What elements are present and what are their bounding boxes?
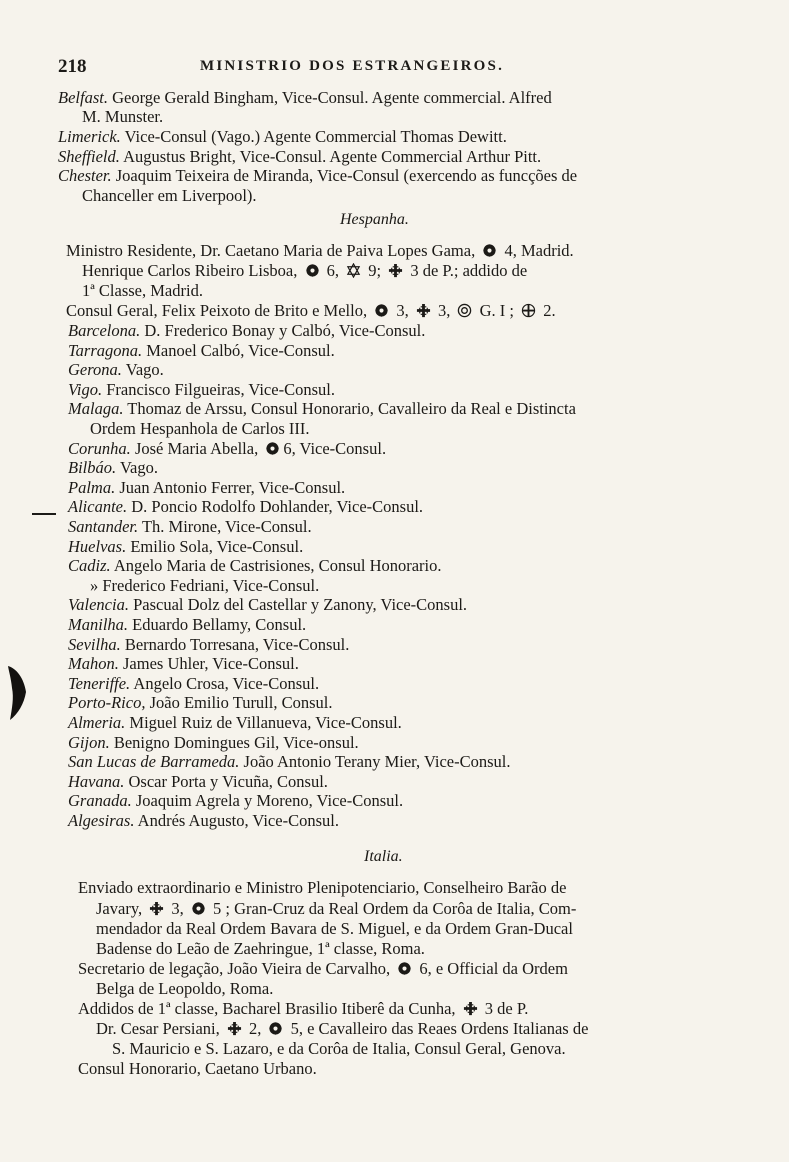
order-cross-icon — [463, 1001, 478, 1016]
consulate-entry — [68, 635, 349, 654]
order-star-icon — [191, 901, 206, 916]
entry-text: Chanceller em Liverpool). — [82, 186, 257, 205]
order-star-icon — [305, 263, 320, 278]
entry-text: 1ª Classe, Madrid. — [82, 281, 203, 300]
order-star-icon — [482, 243, 497, 258]
entry-text: Bernardo Torresana, Vice-Consul. — [120, 635, 350, 654]
consulate-entry — [68, 478, 345, 497]
entry-text: D. Poncio Rodolfo Dohlander, Vice-Consul. — [127, 497, 424, 516]
entry-text: Addidos de 1ª classe, Bacharel Brasilio Itiberê da Cunha, — [78, 999, 456, 1018]
place-name: Barcelona. — [68, 321, 141, 340]
place-name: Havana. — [68, 772, 125, 791]
italy-line — [96, 939, 425, 958]
entry-text: mendador da Real Ordem Bavara de S. Miguel, e da Ordem Gran-Ducal — [96, 919, 573, 938]
entry-text: Dr. Cesar Persiani, — [96, 1019, 220, 1038]
place-name: Tarragona. — [68, 341, 143, 360]
entry-text: G. I ; — [479, 301, 514, 320]
entry-text: Consul Geral, Felix Peixoto de Brito e Mello, — [66, 301, 368, 320]
entry-text: Badense do Leão de Zaehringue, 1ª classe, Roma. — [96, 939, 425, 958]
consulate-entry — [68, 811, 339, 830]
entry-text: Joaquim Teixeira de Miranda, Vice-Consul (exercendo as funcções de — [111, 166, 578, 185]
entry-continuation — [90, 419, 309, 438]
place-name: Sevilha. — [68, 635, 121, 654]
place-name: Chester. — [58, 166, 112, 185]
consulate-entry — [68, 360, 164, 379]
italy-line — [78, 959, 568, 978]
consulate-entry — [68, 713, 402, 732]
consulate-entry — [68, 752, 511, 771]
place-name: Gijon. — [68, 733, 110, 752]
entry-text: S. Mauricio e S. Lazaro, e da Corôa de Italia, Consul Geral, Genova. — [112, 1039, 566, 1058]
entry-text: Vice-Consul (Vago.) Agente Commercial Thomas Dewitt. — [120, 127, 507, 146]
italy-line — [78, 878, 566, 897]
consul-general — [66, 301, 556, 320]
place-name: Valencia. — [68, 595, 129, 614]
consulate-entry — [68, 733, 359, 752]
consulate-entry — [68, 439, 386, 458]
entry-text: Francisco Filgueiras, Vice-Consul. — [102, 380, 335, 399]
entry-text: 3, — [437, 301, 451, 320]
entry-text: Th. Mirone, Vice-Consul. — [138, 517, 312, 536]
ink-blot — [6, 664, 28, 722]
section-heading-spain: Hespanha. — [340, 211, 409, 228]
entry-text: Vago. — [116, 458, 158, 477]
order-star-icon — [268, 1021, 283, 1036]
place-name: Gerona. — [68, 360, 122, 379]
entry-text: 6, — [326, 261, 339, 280]
place-name: Bilbáo. — [68, 458, 117, 477]
entry-text: 5, e Cavalleiro das Reaes Ordens Italianas de — [290, 1019, 589, 1038]
entry-continuation — [82, 281, 203, 300]
entry-text: Andrés Augusto, Vice-Consul. — [134, 811, 339, 830]
place-name: Belfast. — [58, 88, 108, 107]
place-name: Cadiz. — [68, 556, 111, 575]
order-star-icon — [265, 441, 280, 456]
order-cross-icon — [227, 1021, 242, 1036]
order-ring-icon — [457, 303, 472, 318]
order-cross-icon — [149, 901, 164, 916]
entry-chester — [58, 166, 577, 185]
order-star-icon — [374, 303, 389, 318]
order-hexagram-icon — [346, 263, 361, 278]
entry-text: Belga de Leopoldo, Roma. — [96, 979, 274, 998]
entry-text: Pascual Dolz del Castellar y Zanony, Vice-Consul. — [128, 595, 468, 614]
consulate-entry — [68, 517, 312, 536]
consulate-entry — [68, 497, 423, 516]
consulate-entry — [68, 458, 158, 477]
place-name: Malaga. — [68, 399, 124, 418]
consulate-entry — [68, 772, 328, 791]
place-name: Manilha. — [68, 615, 129, 634]
minister-attache — [82, 261, 527, 280]
entry-text: Secretario de legação, João Vieira de Carvalho, — [78, 959, 391, 978]
consulate-entry — [68, 791, 403, 810]
entry-text: 3, — [396, 301, 409, 320]
place-name: Almeria. — [68, 713, 126, 732]
place-name: Granada. — [68, 791, 132, 810]
place-name: Santander. — [68, 517, 139, 536]
italy-line — [96, 979, 273, 998]
entry-text: Thomaz de Arssu, Consul Honorario, Cavalleiro da Real e Distincta — [123, 399, 576, 418]
place-name: Alicante. — [68, 497, 128, 516]
italy-line — [78, 1059, 317, 1078]
consulate-entry — [68, 654, 299, 673]
entry-text: Consul Honorario, Caetano Urbano. — [78, 1059, 317, 1078]
place-name: Porto-Rico, — [68, 693, 146, 712]
entry-text: James Uhler, Vice-Consul. — [118, 654, 299, 673]
place-name: Sheffield. — [58, 147, 120, 166]
order-cross-icon — [416, 303, 431, 318]
page-header-title: MINISTRIO DOS ESTRANGEIROS. — [200, 58, 505, 74]
entry-text: D. Frederico Bonay y Calbó, Vice-Consul. — [140, 321, 426, 340]
entry-belfast — [58, 88, 552, 107]
italy-line — [96, 1019, 588, 1038]
entry-text: Miguel Ruiz de Villanueva, Vice-Consul. — [125, 713, 402, 732]
entry-text: Juan Antonio Ferrer, Vice-Consul. — [115, 478, 346, 497]
entry-text: Oscar Porta y Vicuña, Consul. — [124, 772, 328, 791]
entry-text: Joaquim Agrela y Moreno, Vice-Consul. — [131, 791, 404, 810]
order-cross-icon — [388, 263, 403, 278]
place-name: Limerick. — [58, 127, 121, 146]
entry-text: Vago. — [121, 360, 164, 379]
entry-text: 2, — [248, 1019, 262, 1038]
entry-text: 3 de P. — [484, 999, 529, 1018]
entry-text: Eduardo Bellamy, Consul. — [128, 615, 307, 634]
consulate-entry — [68, 556, 442, 575]
entry-text: 2. — [543, 301, 556, 320]
entry-text: Angelo Crosa, Vice-Consul. — [130, 674, 320, 693]
entry-limerick — [58, 127, 507, 146]
entry-text: Angelo Maria de Castrisiones, Consul Honorario. — [110, 556, 442, 575]
place-name: Algesiras. — [68, 811, 135, 830]
entry-text: 3 de P.; addido de — [410, 261, 528, 280]
entry-text: Augustus Bright, Vice-Consul. Agente Commercial Arthur Pitt. — [119, 147, 542, 166]
entry-text: Benigno Domingues Gil, Vice-onsul. — [109, 733, 359, 752]
entry-text: 6, e Official da Ordem — [419, 959, 568, 978]
consulate-entry — [68, 321, 425, 340]
entry-text: Ministro Residente, Dr. Caetano Maria de Paiva Lopes Gama, — [66, 241, 476, 260]
entry-text: Javary, — [96, 899, 143, 918]
entry-text: João Emilio Turull, Consul. — [145, 693, 333, 712]
consulate-entry — [68, 615, 306, 634]
italy-line — [96, 899, 576, 918]
entry-text: Enviado extraordinario e Ministro Plenipotenciario, Conselheiro Barão de — [78, 878, 567, 897]
entry-text: Emilio Sola, Vice-Consul. — [126, 537, 304, 556]
consulate-entry — [68, 341, 335, 360]
entry-continuation — [82, 186, 257, 205]
order-round-cross-icon — [521, 303, 536, 318]
entry-continuation — [82, 107, 163, 126]
italy-line — [112, 1039, 566, 1058]
entry-text: 4, Madrid. — [504, 241, 574, 260]
place-name: Vigo. — [68, 380, 103, 399]
order-star-icon — [397, 961, 412, 976]
place-name: Huelvas. — [68, 537, 127, 556]
entry-sheffield — [58, 147, 541, 166]
entry-text: Ordem Hespanhola de Carlos III. — [90, 419, 310, 438]
place-name: Teneriffe. — [68, 674, 131, 693]
page-number: 218 — [58, 56, 87, 77]
place-name: Mahon. — [68, 654, 119, 673]
consulate-entry — [68, 399, 576, 418]
entry-text: 6, Vice-Consul. — [283, 439, 387, 458]
entry-text: Henrique Carlos Ribeiro Lisboa, — [82, 261, 298, 280]
consulate-entry — [68, 595, 467, 614]
minister-resident — [66, 241, 574, 260]
italy-line — [96, 919, 573, 938]
entry-text: João Antonio Terany Mier, Vice-Consul. — [239, 752, 511, 771]
entry-text: José Maria Abella, — [130, 439, 259, 458]
entry-text: George Gerald Bingham, Vice-Consul. Agente commercial. Alfred — [107, 88, 552, 107]
consulate-entry — [68, 380, 335, 399]
italy-line — [78, 999, 528, 1018]
place-name: Corunha. — [68, 439, 131, 458]
entry-text: M. Munster. — [82, 107, 164, 126]
entry-continuation — [90, 576, 319, 595]
entry-text: 5 ; Gran-Cruz da Real Ordem da Corôa de Italia, Com- — [213, 899, 577, 918]
consulate-entry — [68, 537, 303, 556]
entry-text: Manoel Calbó, Vice-Consul. — [142, 341, 335, 360]
entry-text: 3, — [171, 899, 184, 918]
consulate-entry — [68, 693, 333, 712]
entry-text: » Frederico Fedriani, Vice-Consul. — [90, 576, 320, 595]
section-heading-italy: Italia. — [364, 848, 403, 865]
consulate-entry — [68, 674, 319, 693]
place-name: Palma. — [68, 478, 116, 497]
margin-dash — [32, 513, 56, 515]
entry-text: 9; — [368, 261, 382, 280]
place-name: San Lucas de Barrameda. — [68, 752, 240, 771]
